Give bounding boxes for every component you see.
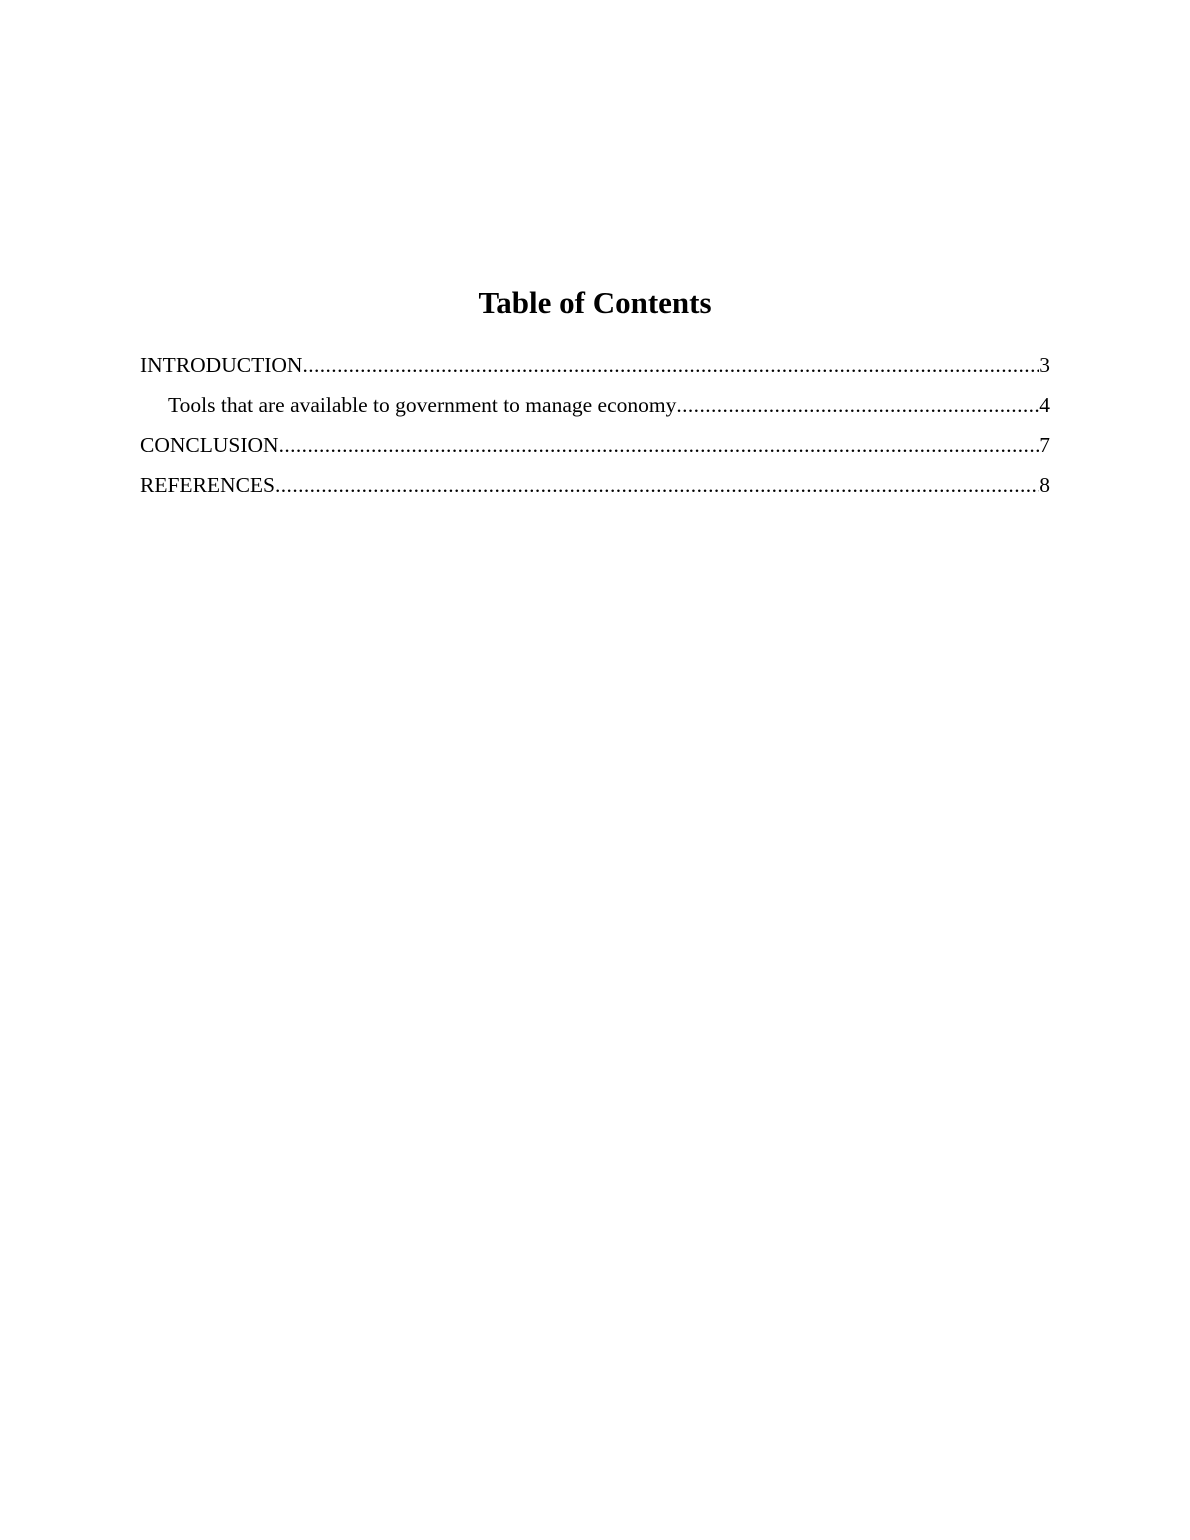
toc-entry-label: CONCLUSION bbox=[140, 433, 279, 457]
toc-dot-leader bbox=[302, 345, 1039, 385]
toc-page-number: 4 bbox=[1039, 393, 1050, 417]
toc-entry-label: INTRODUCTION bbox=[140, 353, 303, 377]
toc-page-number: 8 bbox=[1039, 473, 1050, 497]
toc-entry-conclusion[interactable] bbox=[140, 425, 1050, 465]
toc-title: Table of Contents bbox=[478, 285, 712, 320]
toc-entry-tools[interactable] bbox=[140, 385, 1050, 425]
toc-entry-introduction[interactable] bbox=[140, 345, 1050, 385]
toc-entry-references[interactable] bbox=[140, 465, 1050, 505]
toc-dot-leader bbox=[279, 425, 1040, 465]
toc-list bbox=[140, 345, 1050, 505]
toc-entry-label: Tools that are available to government to manage economy bbox=[168, 393, 677, 417]
toc-entry-label: REFERENCES bbox=[140, 473, 275, 497]
toc-dot-leader bbox=[275, 465, 1039, 505]
toc-dot-leader bbox=[676, 385, 1039, 425]
toc-page-number: 7 bbox=[1039, 433, 1050, 457]
toc-page-number: 3 bbox=[1039, 353, 1050, 377]
